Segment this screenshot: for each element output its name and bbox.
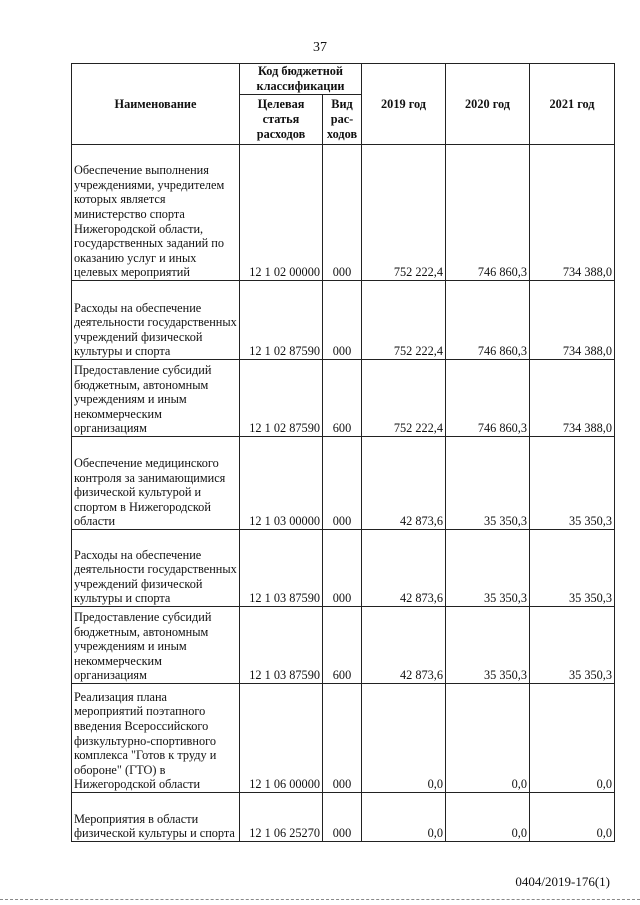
row-2019: 752 222,4 <box>362 360 446 437</box>
row-code: 12 1 06 00000 <box>240 684 323 793</box>
header-2019: 2019 год <box>362 64 446 145</box>
row-name: Обеспечение выполнения учреждениями, учредителем которых является министерство спорта Нижегородской области, государственных заданий по оказанию услуг и иных целевых мероприятий <box>72 145 240 281</box>
row-name: Мероприятия в области физической культуры и спорта <box>72 793 240 842</box>
row-2020: 35 350,3 <box>446 607 530 684</box>
row-name: Обеспечение медицинского контроля за занимающимися физической культурой и спортом в Нижегородской области <box>72 437 240 530</box>
row-2021: 734 388,0 <box>530 281 615 360</box>
row-2020: 35 350,3 <box>446 530 530 607</box>
row-2019: 0,0 <box>362 793 446 842</box>
table-row <box>72 684 615 793</box>
table-row <box>72 437 615 530</box>
row-2019: 752 222,4 <box>362 281 446 360</box>
bottom-divider <box>0 899 640 900</box>
table-row <box>72 145 615 281</box>
row-vid: 000 <box>323 793 362 842</box>
row-2021: 35 350,3 <box>530 530 615 607</box>
row-name: Предоставление субсидий бюджетным, автономным учреждениям и иным некоммерческим организациям <box>72 607 240 684</box>
header-code-group: Код бюджетной классификации <box>240 64 362 95</box>
row-2021: 0,0 <box>530 793 615 842</box>
row-vid: 000 <box>323 281 362 360</box>
row-code: 12 1 02 00000 <box>240 145 323 281</box>
row-2019: 42 873,6 <box>362 437 446 530</box>
row-2021: 35 350,3 <box>530 437 615 530</box>
table-row <box>72 793 615 842</box>
header-expense-type: Вид рас-ходов <box>323 95 362 145</box>
header-target-article: Целевая статья расходов <box>240 95 323 145</box>
row-code: 12 1 03 87590 <box>240 530 323 607</box>
row-2019: 42 873,6 <box>362 607 446 684</box>
table-row <box>72 607 615 684</box>
header-name: Наименование <box>72 64 240 145</box>
row-code: 12 1 02 87590 <box>240 281 323 360</box>
row-2021: 734 388,0 <box>530 360 615 437</box>
row-name: Расходы на обеспечение деятельности государственных учреждений физической культуры и спорта <box>72 281 240 360</box>
row-code: 12 1 06 25270 <box>240 793 323 842</box>
row-vid: 000 <box>323 530 362 607</box>
row-2021: 0,0 <box>530 684 615 793</box>
row-2021: 35 350,3 <box>530 607 615 684</box>
row-2020: 0,0 <box>446 684 530 793</box>
row-vid: 600 <box>323 360 362 437</box>
row-2020: 0,0 <box>446 793 530 842</box>
row-2019: 42 873,6 <box>362 530 446 607</box>
row-2019: 0,0 <box>362 684 446 793</box>
row-name: Расходы на обеспечение деятельности государственных учреждений физической культуры и спорта <box>72 530 240 607</box>
row-2019: 752 222,4 <box>362 145 446 281</box>
row-code: 12 1 02 87590 <box>240 360 323 437</box>
row-vid: 000 <box>323 684 362 793</box>
page-number: 37 <box>313 40 327 55</box>
row-2021: 734 388,0 <box>530 145 615 281</box>
header-2020: 2020 год <box>446 64 530 145</box>
row-vid: 000 <box>323 145 362 281</box>
row-vid: 600 <box>323 607 362 684</box>
row-code: 12 1 03 87590 <box>240 607 323 684</box>
row-name: Предоставление субсидий бюджетным, автономным учреждениям и иным некоммерческим организациям <box>72 360 240 437</box>
document-code: 0404/2019-176(1) <box>515 874 610 889</box>
row-code: 12 1 03 00000 <box>240 437 323 530</box>
row-vid: 000 <box>323 437 362 530</box>
table-row <box>72 360 615 437</box>
table-row <box>72 530 615 607</box>
header-2021: 2021 год <box>530 64 615 145</box>
row-2020: 35 350,3 <box>446 437 530 530</box>
table-row <box>72 281 615 360</box>
row-2020: 746 860,3 <box>446 145 530 281</box>
row-2020: 746 860,3 <box>446 360 530 437</box>
row-name: Реализация плана мероприятий поэтапного введения Всероссийского физкультурно-спортивного комплекса "Готов к труду и обороне" (ГТО) в Нижегородской области <box>72 684 240 793</box>
budget-table <box>71 63 615 842</box>
row-2020: 746 860,3 <box>446 281 530 360</box>
